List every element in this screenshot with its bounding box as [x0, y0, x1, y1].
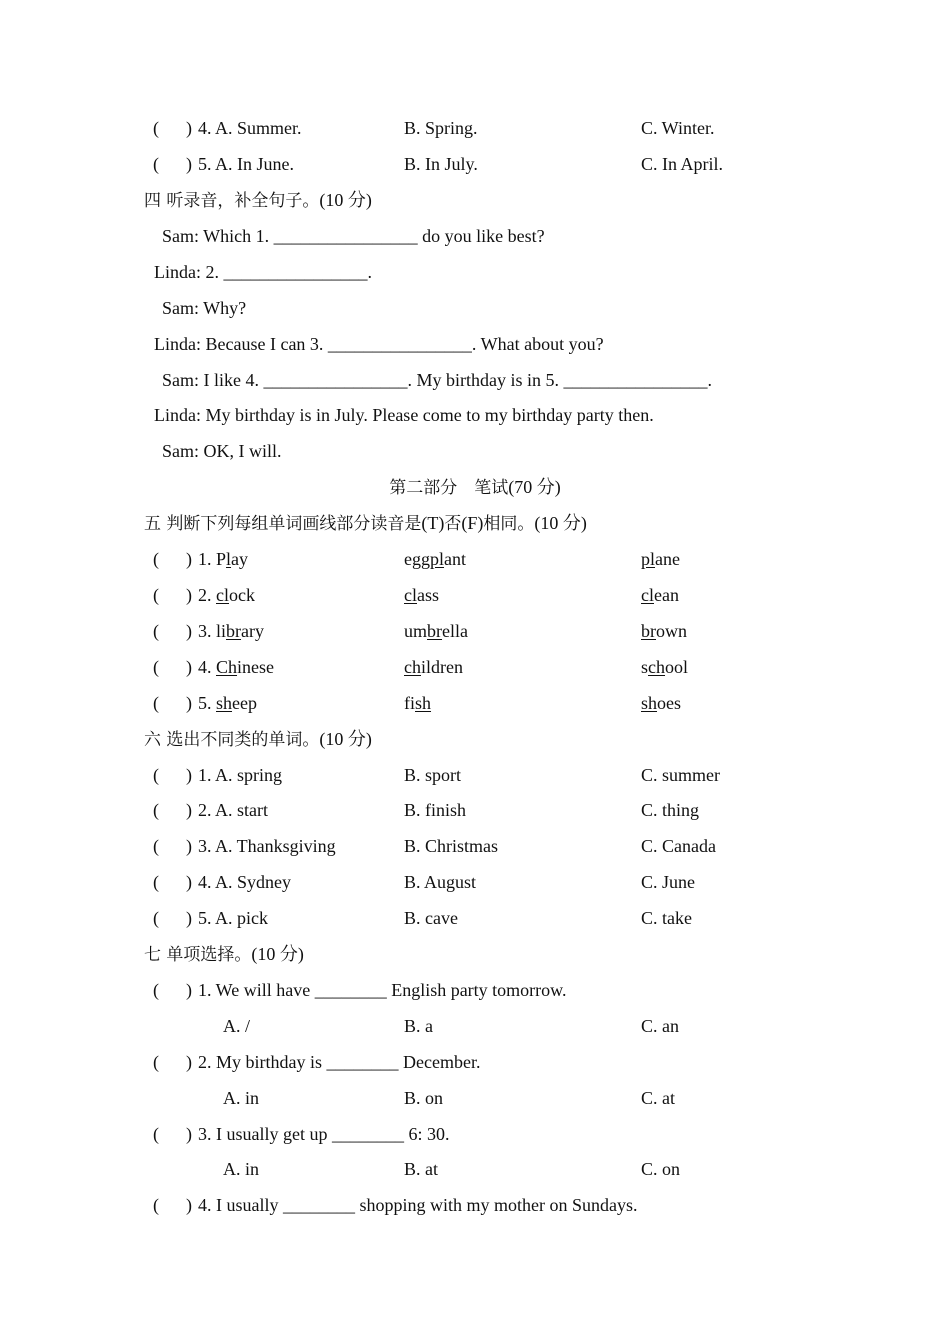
question-row	[0, 757, 950, 793]
word-prefix: s	[641, 657, 649, 677]
option-b: B. at	[404, 1159, 438, 1179]
question-number: 2.	[198, 585, 216, 605]
question-text: 2. My birthday is ________ December.	[198, 1052, 481, 1072]
section-score: (10 分)	[319, 190, 372, 210]
option-a: A. /	[223, 1016, 250, 1036]
word-suffix: ass	[417, 585, 439, 605]
dialogue-line	[0, 218, 950, 254]
dialogue-line	[0, 362, 950, 398]
answer-bracket: ( )	[153, 118, 192, 138]
part-title	[0, 469, 950, 505]
section-title: 六 选出不同类的单词。	[144, 730, 320, 750]
dialogue-text: Sam: Why?	[162, 298, 247, 318]
question-row	[0, 900, 950, 936]
option-a: 5. A. In June.	[198, 154, 294, 174]
option-b: B. cave	[404, 908, 458, 928]
dialogue-text: Linda: Because I can 3. ________________. What about you?	[154, 334, 604, 354]
option-c: C. on	[641, 1159, 681, 1179]
option-a: A. in	[223, 1159, 259, 1179]
option-c: C. June	[641, 872, 695, 892]
dialogue-text: Linda: My birthday is in July. Please come to my birthday party then.	[154, 405, 654, 425]
underlined-sound: cl	[404, 585, 417, 605]
option-a: 3. A. Thanksgiving	[198, 836, 336, 856]
question-row	[0, 828, 950, 864]
question-row	[0, 792, 950, 828]
option-c: C. In April.	[641, 154, 724, 174]
underlined-sound: Ch	[216, 657, 238, 677]
option-b: B. Christmas	[404, 836, 499, 856]
answer-bracket: ( )	[153, 836, 192, 856]
question-row	[0, 146, 950, 182]
underlined-sound: pl	[641, 549, 656, 569]
answer-bracket: ( )	[153, 872, 192, 892]
section-heading	[0, 936, 950, 972]
section-heading	[0, 182, 950, 218]
underlined-sound: br	[641, 621, 656, 641]
word-prefix: li	[216, 621, 227, 641]
option-c: C. an	[641, 1016, 679, 1036]
word-suffix: oes	[657, 693, 682, 713]
word-suffix: ildren	[421, 657, 463, 677]
question-number: 4.	[198, 657, 216, 677]
option-a: 2. A. start	[198, 800, 268, 820]
option-c: C. Canada	[641, 836, 716, 856]
question-row	[0, 685, 950, 721]
section-title: 五 判断下列每组单词画线部分读音是	[144, 514, 422, 534]
question-stem	[0, 1044, 950, 1080]
answer-bracket: ( )	[153, 621, 192, 641]
word-suffix: ean	[654, 585, 679, 605]
section-title: 四 听录音，补全句子。	[144, 191, 320, 211]
underlined-sound: pl	[430, 549, 445, 569]
underlined-sound: l	[226, 549, 232, 569]
true-marker: (T)	[421, 513, 445, 533]
section-heading	[0, 721, 950, 757]
answer-bracket: ( )	[153, 800, 192, 820]
section-heading	[0, 505, 950, 541]
word-prefix: egg	[404, 549, 430, 569]
section-score: (10 分)	[251, 944, 304, 964]
answer-bracket: ( )	[153, 1124, 192, 1144]
option-a: 1. A. spring	[198, 765, 283, 785]
option-b: B. a	[404, 1016, 433, 1036]
underlined-sound: sh	[641, 693, 658, 713]
word-suffix: ant	[444, 549, 467, 569]
word-suffix: ay	[231, 549, 249, 569]
question-row	[0, 541, 950, 577]
question-stem	[0, 1116, 950, 1152]
question-number: 5.	[198, 693, 216, 713]
option-c: C. Winter.	[641, 118, 715, 138]
underlined-sound: sh	[216, 693, 233, 713]
option-a: A. in	[223, 1088, 259, 1108]
dialogue-line	[0, 433, 950, 469]
underlined-sound: cl	[216, 585, 229, 605]
underlined-sound: br	[226, 621, 242, 641]
option-c: C. thing	[641, 800, 700, 820]
question-row	[0, 864, 950, 900]
option-b: B. August	[404, 872, 477, 892]
option-b: B. Spring.	[404, 118, 478, 138]
word-suffix: inese	[237, 657, 274, 677]
word-suffix: ool	[665, 657, 689, 677]
word-prefix: um	[404, 621, 428, 641]
option-a: 5. A. pick	[198, 908, 268, 928]
options-row	[0, 1008, 950, 1044]
option-a: 4. A. Summer.	[198, 118, 302, 138]
answer-bracket: ( )	[153, 154, 192, 174]
option-c: C. summer	[641, 765, 720, 785]
question-stem	[0, 1187, 950, 1223]
underlined-sound: ch	[404, 657, 421, 677]
answer-bracket: ( )	[153, 908, 192, 928]
word-suffix: ary	[241, 621, 264, 641]
dialogue-line	[0, 326, 950, 362]
options-row	[0, 1151, 950, 1187]
option-b: B. In July.	[404, 154, 478, 174]
question-row	[0, 110, 950, 146]
part-score: (70 分)	[508, 477, 561, 497]
dialogue-text: Sam: OK, I will.	[162, 441, 282, 461]
answer-bracket: ( )	[153, 980, 192, 1000]
word-suffix: own	[656, 621, 687, 641]
section-score: (10 分)	[319, 729, 372, 749]
question-text: 4. I usually ________ shopping with my mother on Sundays.	[198, 1195, 638, 1215]
word-suffix: eep	[232, 693, 257, 713]
dialogue-line	[0, 254, 950, 290]
dialogue-text: Linda: 2. ________________.	[154, 262, 372, 282]
question-number: 1.	[198, 549, 216, 569]
answer-bracket: ( )	[153, 1052, 192, 1072]
answer-bracket: ( )	[153, 585, 192, 605]
answer-bracket: ( )	[153, 693, 192, 713]
answer-bracket: ( )	[153, 765, 192, 785]
underlined-sound: sh	[415, 693, 432, 713]
option-b: B. on	[404, 1088, 444, 1108]
section-title-end: 相同。	[483, 514, 535, 534]
option-c: C. take	[641, 908, 692, 928]
options-row	[0, 1080, 950, 1116]
dialogue-line	[0, 290, 950, 326]
section-title-middle: 否	[444, 514, 462, 534]
word-prefix: fi	[404, 693, 415, 713]
answer-bracket: ( )	[153, 657, 192, 677]
word-suffix: ane	[655, 549, 680, 569]
question-text: 3. I usually get up ________ 6: 30.	[198, 1124, 450, 1144]
false-marker: (F)	[461, 513, 484, 533]
underlined-sound: ch	[648, 657, 666, 677]
underlined-sound: cl	[641, 585, 654, 605]
part-title-text: 第二部分 笔试	[389, 478, 509, 498]
dialogue-text: Sam: I like 4. ________________. My birthday is in 5. ________________.	[162, 370, 712, 390]
option-b: B. finish	[404, 800, 467, 820]
underlined-sound: br	[427, 621, 443, 641]
option-b: B. sport	[404, 765, 462, 785]
answer-bracket: ( )	[153, 549, 192, 569]
question-number: 3.	[198, 621, 216, 641]
question-row	[0, 577, 950, 613]
section-score: (10 分)	[534, 513, 587, 533]
section-title: 七 单项选择。	[144, 945, 252, 965]
option-c: C. at	[641, 1088, 675, 1108]
dialogue-line	[0, 397, 950, 433]
question-row	[0, 649, 950, 685]
word-suffix: ock	[229, 585, 255, 605]
word-suffix: ella	[442, 621, 468, 641]
answer-bracket: ( )	[153, 1195, 192, 1215]
word-prefix: P	[216, 549, 227, 569]
dialogue-text: Sam: Which 1. ________________ do you like best?	[162, 226, 545, 246]
question-text: 1. We will have ________ English party tomorrow.	[198, 980, 567, 1000]
option-a: 4. A. Sydney	[198, 872, 292, 892]
question-stem	[0, 972, 950, 1008]
question-row	[0, 613, 950, 649]
